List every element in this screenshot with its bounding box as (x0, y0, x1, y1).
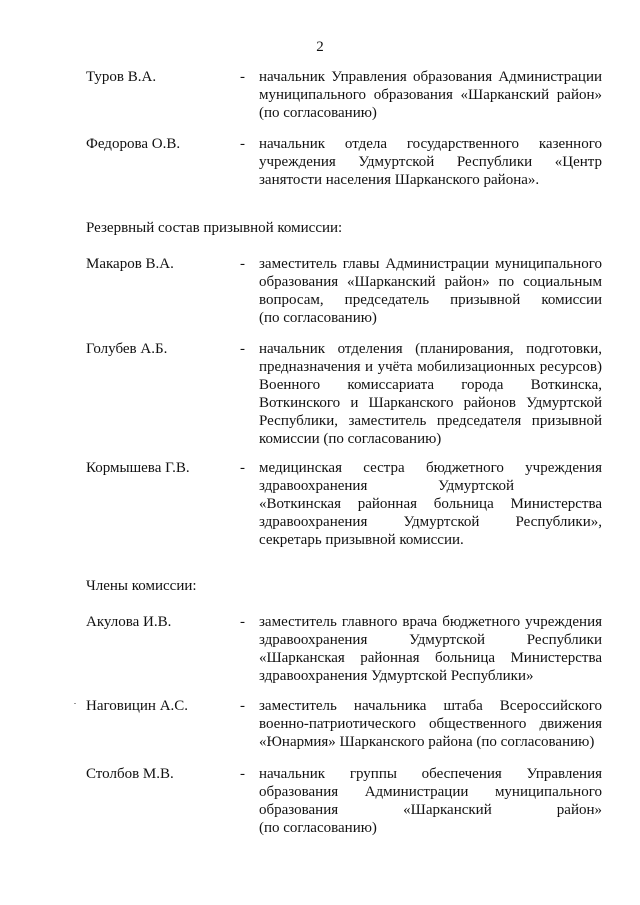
description-line: начальник отдела государственного казенного (259, 136, 602, 152)
member-name: Макаров В.А. (86, 256, 174, 272)
description-line: здравоохранения Удмуртской Республики (259, 632, 602, 648)
dash: - (240, 614, 245, 630)
description-line: заместитель начальника штаба Всероссийского (259, 698, 602, 714)
description-line: (по согласованию) (259, 310, 377, 326)
description-line: комиссии (по согласованию) (259, 431, 442, 447)
description-line: Республики, заместитель председателя призывной (259, 413, 602, 429)
member-description (259, 340, 602, 448)
description-line: занятости населения Шарканского района». (259, 172, 540, 188)
members-section-heading: Члены комиссии: (86, 578, 197, 594)
dash: - (240, 256, 245, 272)
description-line: начальник группы обеспечения Управления (259, 766, 602, 782)
member-name: Наговицин А.С. (86, 698, 189, 714)
reserve-section-heading: Резервный состав призывной комиссии: (86, 220, 343, 236)
member-name: Голубев А.Б. (86, 341, 168, 357)
dash: - (240, 766, 245, 782)
description-line: заместитель главы Администрации муниципального (259, 256, 602, 272)
description-line: медицинская сестра бюджетного учреждения (259, 460, 602, 476)
dash: - (240, 136, 245, 152)
description-line: предназначения и учёта мобилизационных ресурсов) (259, 359, 602, 375)
description-line: здравоохранения Удмуртской Республики» (259, 668, 534, 684)
page-number: 2 (316, 39, 324, 55)
member-description (259, 765, 602, 837)
description-line: заместитель главного врача бюджетного учреждения (259, 614, 602, 630)
scan-speck (74, 703, 76, 704)
member-name: Туров В.А. (86, 69, 157, 85)
dash: - (240, 698, 245, 714)
description-line: здравоохранения Удмуртской Республики», (259, 514, 602, 530)
member-name: Федорова О.В. (86, 136, 181, 152)
description-line: «Воткинская районная больница Министерства (259, 496, 602, 512)
member-name: Кормышева Г.В. (86, 460, 190, 476)
member-name: Столбов М.В. (86, 766, 174, 782)
description-line: начальник Управления образования Администрации (259, 69, 602, 85)
member-description (259, 697, 602, 751)
description-line: образования Администрации муниципального (259, 784, 602, 800)
dash: - (240, 69, 245, 85)
member-name: Акулова И.В. (86, 614, 172, 630)
description-line: (по согласованию) (259, 820, 377, 836)
description-line: здравоохранения Удмуртской (259, 478, 514, 494)
member-description (259, 255, 602, 327)
description-line: «Шарканская районная больница Министерства (259, 650, 602, 666)
description-line: образования «Шарканский район» (259, 802, 602, 818)
dash: - (240, 341, 245, 357)
member-description (259, 613, 602, 685)
description-line: образования «Шарканский район» по социальным (259, 274, 602, 290)
member-description (259, 135, 602, 189)
dash: - (240, 460, 245, 476)
description-line: начальник отделения (планирования, подготовки, (259, 341, 602, 357)
description-line: Воткинского и Шарканского районов Удмуртской (259, 395, 602, 411)
description-line: муниципального образования «Шарканский район» (259, 87, 602, 103)
description-line: учреждения Удмуртской Республики «Центр (259, 154, 602, 170)
description-line: военно-патриотического общественного движения (259, 716, 602, 732)
description-line: «Юнармия» Шарканского района (по согласованию) (259, 734, 595, 750)
description-line: Военного комиссариата города Воткинска, (259, 377, 602, 393)
description-line: (по согласованию) (259, 105, 377, 121)
member-description (259, 459, 602, 549)
description-line: секретарь призывной комиссии. (259, 532, 464, 548)
description-line: вопросам, председатель призывной комиссии (259, 292, 602, 308)
member-description (259, 68, 602, 122)
